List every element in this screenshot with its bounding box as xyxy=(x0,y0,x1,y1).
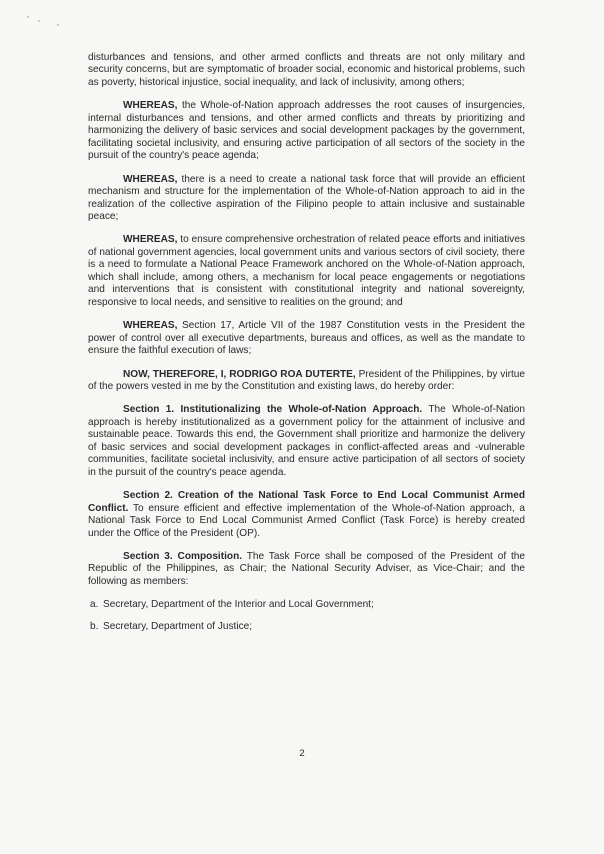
section-3 xyxy=(88,551,525,588)
whereas-text: the Whole-of-Nation approach addresses the root causes of insurgencies, internal disturbances and tensions, and other armed conflicts and threats by prioritizing and harmonizing the delivery of basic services and social development packages by the government, facilitating societal inclusivity, and ensuring active participation of all sectors of the society in the pursuit of the country's peace agenda; xyxy=(88,100,525,162)
now-therefore-heading: NOW, THEREFORE, I, RODRIGO ROA DUTERTE, xyxy=(123,368,356,380)
list-marker: b. xyxy=(90,620,99,632)
scan-speck xyxy=(27,16,29,18)
section-heading: Section 2. Creation of the National Task Force to End Local Communist Armed Conflict. xyxy=(88,490,525,514)
section-heading: Section 1. Institutionalizing the Whole-of-Nation Approach. xyxy=(123,404,423,416)
whereas-text: Section 17, Article VII of the 1987 Constitution vests in the President the power of control over all executive departments, bureaus and offices, as well as the mandate to ensure the faithful execution of laws; xyxy=(88,320,525,357)
opening-fragment: disturbances and tensions, and other armed conflicts and threats are not only military and security concerns, but are symptomatic of broader social, economic and historical problems, such as poverty, historical injustice, social inequality, and lack of inclusivity, among others; xyxy=(88,52,525,88)
whereas-text: there is a need to create a national task force that will provide an efficient mechanism and structure for the implementation of the Whole-of-Nation approach to aid in the realization of the collective aspiration of the Filipino people to attain inclusive and sustainable peace; xyxy=(88,173,525,222)
whereas-clause-1 xyxy=(88,100,525,162)
now-therefore-clause xyxy=(88,369,525,394)
list-item xyxy=(88,621,525,633)
section-1 xyxy=(88,404,525,479)
list-item xyxy=(88,599,525,611)
section-body: The Task Force shall be composed of the President of the Republic of the Philippines, as Chair; the National Security Adviser, as Vice-Chair; and the following as members: xyxy=(88,550,525,587)
whereas-keyword: WHEREAS, xyxy=(123,320,178,332)
whereas-text: to ensure comprehensive orchestration of related peace efforts and initiatives of national government agencies, local government units and various sectors of civil society, there is a need to formulate a National Peace Framework anchored on the Whole-of-Nation approach, which shall include, among others, a mechanism for local peace engagements or negotiations and interventions that is consistent with constitutional integrity and national sovereignty, responsive to local needs, and sensitive to realities on the ground; and xyxy=(88,234,525,308)
document-body xyxy=(88,52,525,643)
list-item-text: Secretary, Department of Justice; xyxy=(103,620,253,632)
whereas-keyword: WHEREAS, xyxy=(123,173,178,185)
section-body: The Whole-of-Nation approach is hereby institutionalized as a government policy for the attainment of inclusive and sustainable peace. Towards this end, the Government shall prioritize and harmonize the delivery of basic services and social development packages in conflict-affected areas and -vulnerable communities, facilitate societal inclusivity, and ensure active participation of all sectors of society in the pursuit of the country's peace agenda. xyxy=(88,404,525,478)
whereas-keyword: WHEREAS, xyxy=(123,234,178,246)
member-list xyxy=(88,599,525,633)
list-marker: a. xyxy=(90,599,99,611)
scan-speck xyxy=(57,24,59,26)
section-heading: Section 3. Composition. xyxy=(123,550,243,562)
now-therefore-body: President of the Philippines, by virtue of the powers vested in me by the Constitution and existing laws, do hereby order: xyxy=(88,368,525,392)
page-number: 2 xyxy=(299,748,305,759)
whereas-clause-3 xyxy=(88,234,525,309)
section-body: To ensure efficient and effective implementation of the Whole-of-Nation approach, a National Task Force to End Local Communist Armed Conflict (Task Force) is hereby created under the Office of the President (OP). xyxy=(88,502,525,539)
section-2 xyxy=(88,490,525,540)
list-item-text: Secretary, Department of the Interior and Local Government; xyxy=(103,599,374,611)
whereas-clause-4 xyxy=(88,320,525,357)
whereas-keyword: WHEREAS, xyxy=(123,100,178,112)
whereas-clause-2 xyxy=(88,174,525,224)
scan-speck xyxy=(38,20,40,22)
